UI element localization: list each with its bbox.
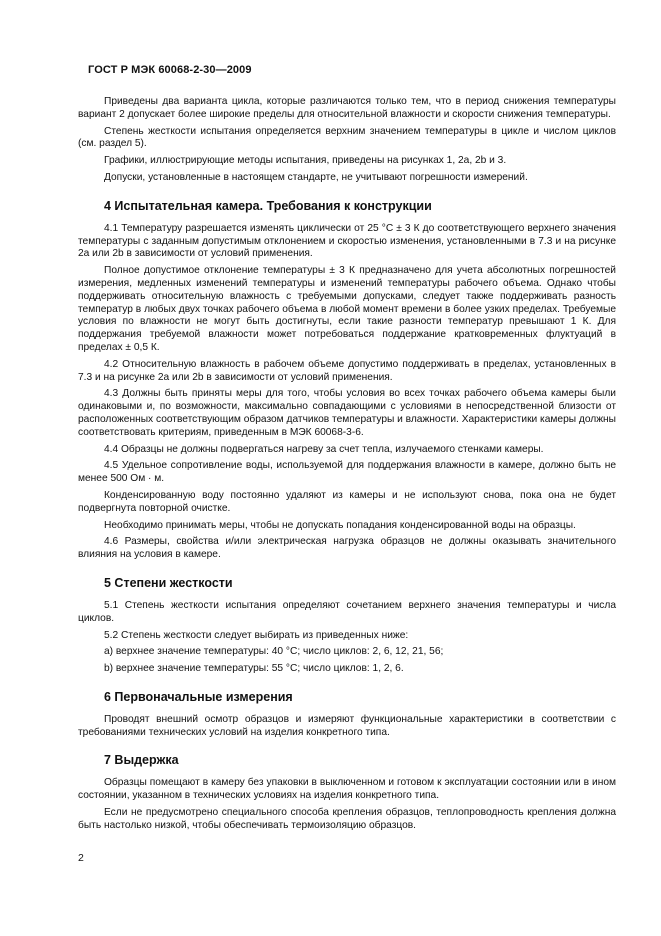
- section-7-heading: 7 Выдержка: [104, 753, 179, 768]
- list-item: b) верхнее значение температуры: 55 °С; число циклов: 1, 2, 6.: [104, 663, 404, 675]
- paragraph: Приведены два варианта цикла, которые различаются только тем, что в период снижения температуры вариант 2 допускает более широкие пределы для относительной влажности и скорости снижения температуры.: [78, 96, 616, 120]
- paragraph: 4.3 Должны быть приняты меры для того, чтобы условия во всех точках рабочего объема камеры были одинаковыми и, по возможности, максимально совпадающими с условиями в непосредственной близости от расположенных соответствующим образом датчиков температуры и влажности. Характеристики камеры должны соответствовать критериям, приведенным в МЭК 60068-3-6.: [78, 388, 616, 438]
- document-header: ГОСТ Р МЭК 60068-2-30—2009: [88, 64, 252, 76]
- paragraph: 4.4 Образцы не должны подвергаться нагреву за счет тепла, излучаемого стенками камеры.: [104, 443, 544, 455]
- section-5-heading: 5 Степени жесткости: [104, 575, 233, 590]
- section-6-heading: 6 Первоначальные измерения: [104, 689, 293, 704]
- page-content: [78, 96, 616, 833]
- paragraph: 4.6 Размеры, свойства и/или электрическая нагрузка образцов не должны оказывать значительного влияния на условия в камере.: [78, 536, 616, 561]
- list-item: а) верхнее значение температуры: 40 °С; число циклов: 2, 6, 12, 21, 56;: [104, 646, 444, 658]
- paragraph: Графики, иллюстрирующие методы испытания, приведены на рисунках 1, 2а, 2b и 3.: [104, 155, 507, 167]
- paragraph: Если не предусмотрено специального способа крепления образцов, теплопроводность крепления должна быть настолько низкой, чтобы обеспечивать термоизоляцию образцов.: [78, 807, 616, 831]
- paragraph: Степень жесткости испытания определяется верхним значением температуры в цикле и числом циклов (см. раздел 5).: [78, 125, 616, 150]
- paragraph: 5.1 Степень жесткости испытания определяют сочетанием верхнего значения температуры и числа циклов.: [78, 599, 616, 624]
- paragraph: 5.2 Степень жесткости следует выбирать из приведенных ниже:: [104, 629, 409, 641]
- paragraph: Образцы помещают в камеру без упаковки в выключенном и готовом к эксплуатации состоянии или в ином состоянии, указанном в технических условиях на изделия конкретного типа.: [78, 777, 616, 802]
- paragraph: Проводят внешний осмотр образцов и измеряют функциональные характеристики в соответствии с требованиями технических условий на изделия конкретного типа.: [78, 713, 616, 738]
- paragraph: Полное допустимое отклонение температуры ± 3 К предназначено для учета абсолютных погрешностей измерения, медленных изменений температуры и изменений температуры рабочего объема. Однако чтобы поддерживать относительную влажность с требуемыми допусками, следует также поддерживать разность температур в любых двух точках рабочего объема в любой момент времени в более узких пределах. Требуемые условия по влажности не могут быть достигнуты, если такие разности температур превышают 1 К. Для поддержания требуемой влажности может потребоваться поддержание кратковременных флуктуаций в пределах ± 0,5 К.: [78, 265, 616, 353]
- paragraph: Допуски, установленные в настоящем стандарте, не учитывают погрешности измерений.: [104, 171, 528, 183]
- page-number: 2: [78, 852, 84, 864]
- paragraph: 4.1 Температуру разрешается изменять циклически от 25 °С ± 3 К до соответствующего верхнего значения температуры с заданным допустимым отклонением и скоростью изменения, установленными в 7.3 и на рисунке 2а или 2b в зависимости от условий применения.: [78, 222, 616, 260]
- paragraph: Необходимо принимать меры, чтобы не допускать попадания конденсированной воды на образцы.: [104, 519, 576, 531]
- paragraph: 4.5 Удельное сопротивление воды, используемой для поддержания влажности в камере, должно быть не менее 500 Ом · м.: [78, 460, 616, 485]
- paragraph: Конденсированную воду постоянно удаляют из камеры и не используют снова, пока она не будет подвергнута повторной очистке.: [78, 489, 616, 514]
- paragraph: 4.2 Относительную влажность в рабочем объеме допустимо поддерживать в пределах, установленных в 7.3 и на рисунке 2а или 2b в зависимости от условий применения.: [78, 358, 616, 383]
- section-4-heading: 4 Испытательная камера. Требования к конструкции: [104, 198, 432, 213]
